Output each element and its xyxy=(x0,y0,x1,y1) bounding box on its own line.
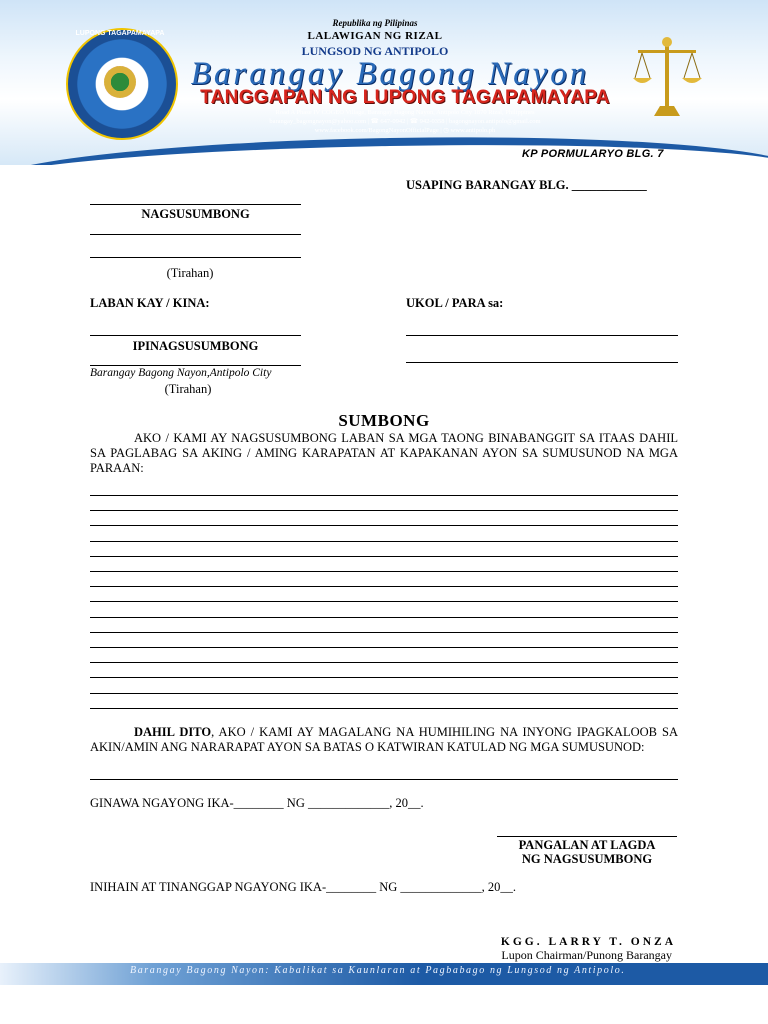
complaint-line[interactable] xyxy=(90,632,678,633)
complainant-address-label: (Tirahan) xyxy=(166,266,214,280)
form-number: KP PORMULARYO BLG. 7 xyxy=(522,148,664,160)
complaint-intro: AKO / KAMI AY NAGSUSUMBONG LABAN SA MGA TAONG BINABANGGIT SA ITAAS DAHIL SA PAGLABAG SA AKING / AMING KARAPATAN AT KAPAKANAN AYON SA SUMUSUNOD NA MGA PARAAN: xyxy=(90,431,678,475)
complainant-label: NAGSUSUMBONG xyxy=(141,207,250,221)
complaint-line[interactable] xyxy=(90,571,678,572)
respondent-address: Barangay Bagong Nayon,Antipolo City xyxy=(90,367,272,379)
complaint-line[interactable] xyxy=(90,586,678,587)
date-filed-line: INIHAIN AT TINANGGAP NGAYONG IKA-________ NG _____________, 20__. xyxy=(90,880,517,894)
regarding-line-2[interactable] xyxy=(406,362,678,363)
province-line: LALAWIGAN NG RIZAL xyxy=(307,30,443,42)
case-number-label: USAPING BARANGAY BLG. ____________ xyxy=(406,178,647,192)
scales-of-justice-icon xyxy=(632,34,702,122)
city-line: LUNGSOD NG ANTIPOLO xyxy=(301,44,449,58)
signature-label-2: NG NAGSUSUMBONG xyxy=(521,852,653,866)
relief-lead: DAHIL DITO xyxy=(134,725,212,739)
republic-line: Republika ng Pilipinas xyxy=(332,18,418,28)
complaint-line[interactable] xyxy=(90,617,678,618)
relief-text: , AKO / KAMI AY MAGALANG NA HUMIHILING NA INYONG IPAGKALOOB SA AKIN/AMIN ANG NARARAPAT AYON SA BATAS O KATWIRAN KATULAD NG MGA SUMUSUNOD: xyxy=(90,725,679,754)
seal-emblem-icon xyxy=(104,66,136,98)
seal-text: LUPONG TAGAPAMAYAPA xyxy=(75,30,165,37)
respondent-name-line[interactable] xyxy=(90,335,301,336)
complaint-line[interactable] xyxy=(90,647,678,648)
complaint-line[interactable] xyxy=(90,708,678,709)
relief-line[interactable] xyxy=(90,779,678,780)
official-title: Lupon Chairman/Punong Barangay xyxy=(501,948,672,962)
complainant-address-line-2[interactable] xyxy=(90,257,301,258)
official-name: KGG. LARRY T. ONZA xyxy=(500,936,676,948)
contact-block xyxy=(180,108,630,135)
complaint-line[interactable] xyxy=(90,510,678,511)
complaint-line[interactable] xyxy=(90,556,678,557)
signature-line[interactable] xyxy=(497,836,677,837)
against-label: LABAN KAY / KINA: xyxy=(90,296,210,310)
regarding-label: UKOL / PARA sa: xyxy=(406,296,504,310)
signature-label-1: PANGALAN AT LAGDA xyxy=(518,838,656,852)
office-name: TANGGAPAN NG LUPONG TAGAPAMAYAPA xyxy=(200,87,610,108)
complaint-title: SUMBONG xyxy=(338,411,430,430)
complaint-line[interactable] xyxy=(90,495,678,496)
complainant-address-line-1[interactable] xyxy=(90,234,301,235)
complainant-name-line[interactable] xyxy=(90,204,301,205)
complaint-line[interactable] xyxy=(90,693,678,694)
regarding-line-1[interactable] xyxy=(406,335,678,336)
relief-paragraph xyxy=(90,725,678,755)
complaint-line[interactable] xyxy=(90,541,678,542)
web-line: www.facebook.com/BagongNayonOfficialPage | ◷ www.antipolo.ph xyxy=(314,127,496,134)
contacts-line: barangay_bagongnayon@yahoo.com | ☎ 647-0942 | ☎ 942-0358 | bagongnayon.antipolo@gmail.com xyxy=(269,118,541,125)
address-line: Road A Phase IV COGEO Village, Barangay Bagong Nayon, Antipolo City 1870 Rizal, Philippines xyxy=(275,109,535,116)
signature-label xyxy=(497,838,677,866)
date-made-line: GINAWA NGAYONG IKA-________ NG _____________, 20__. xyxy=(90,796,424,810)
complaint-line[interactable] xyxy=(90,601,678,602)
respondent-label: IPINAGSUSUMBONG xyxy=(132,339,259,353)
respondent-address-line[interactable] xyxy=(90,365,301,366)
footer-motto: Barangay Bagong Nayon: Kabalikat sa Kaunlaran at Pagbabago ng Lungsod ng Antipolo. xyxy=(130,965,626,976)
complaint-line[interactable] xyxy=(90,662,678,663)
complaint-line[interactable] xyxy=(90,525,678,526)
barangay-name: Barangay Bagong Nayon xyxy=(190,56,590,92)
respondent-address-label: (Tirahan) xyxy=(164,382,212,396)
complaint-line[interactable] xyxy=(90,677,678,678)
